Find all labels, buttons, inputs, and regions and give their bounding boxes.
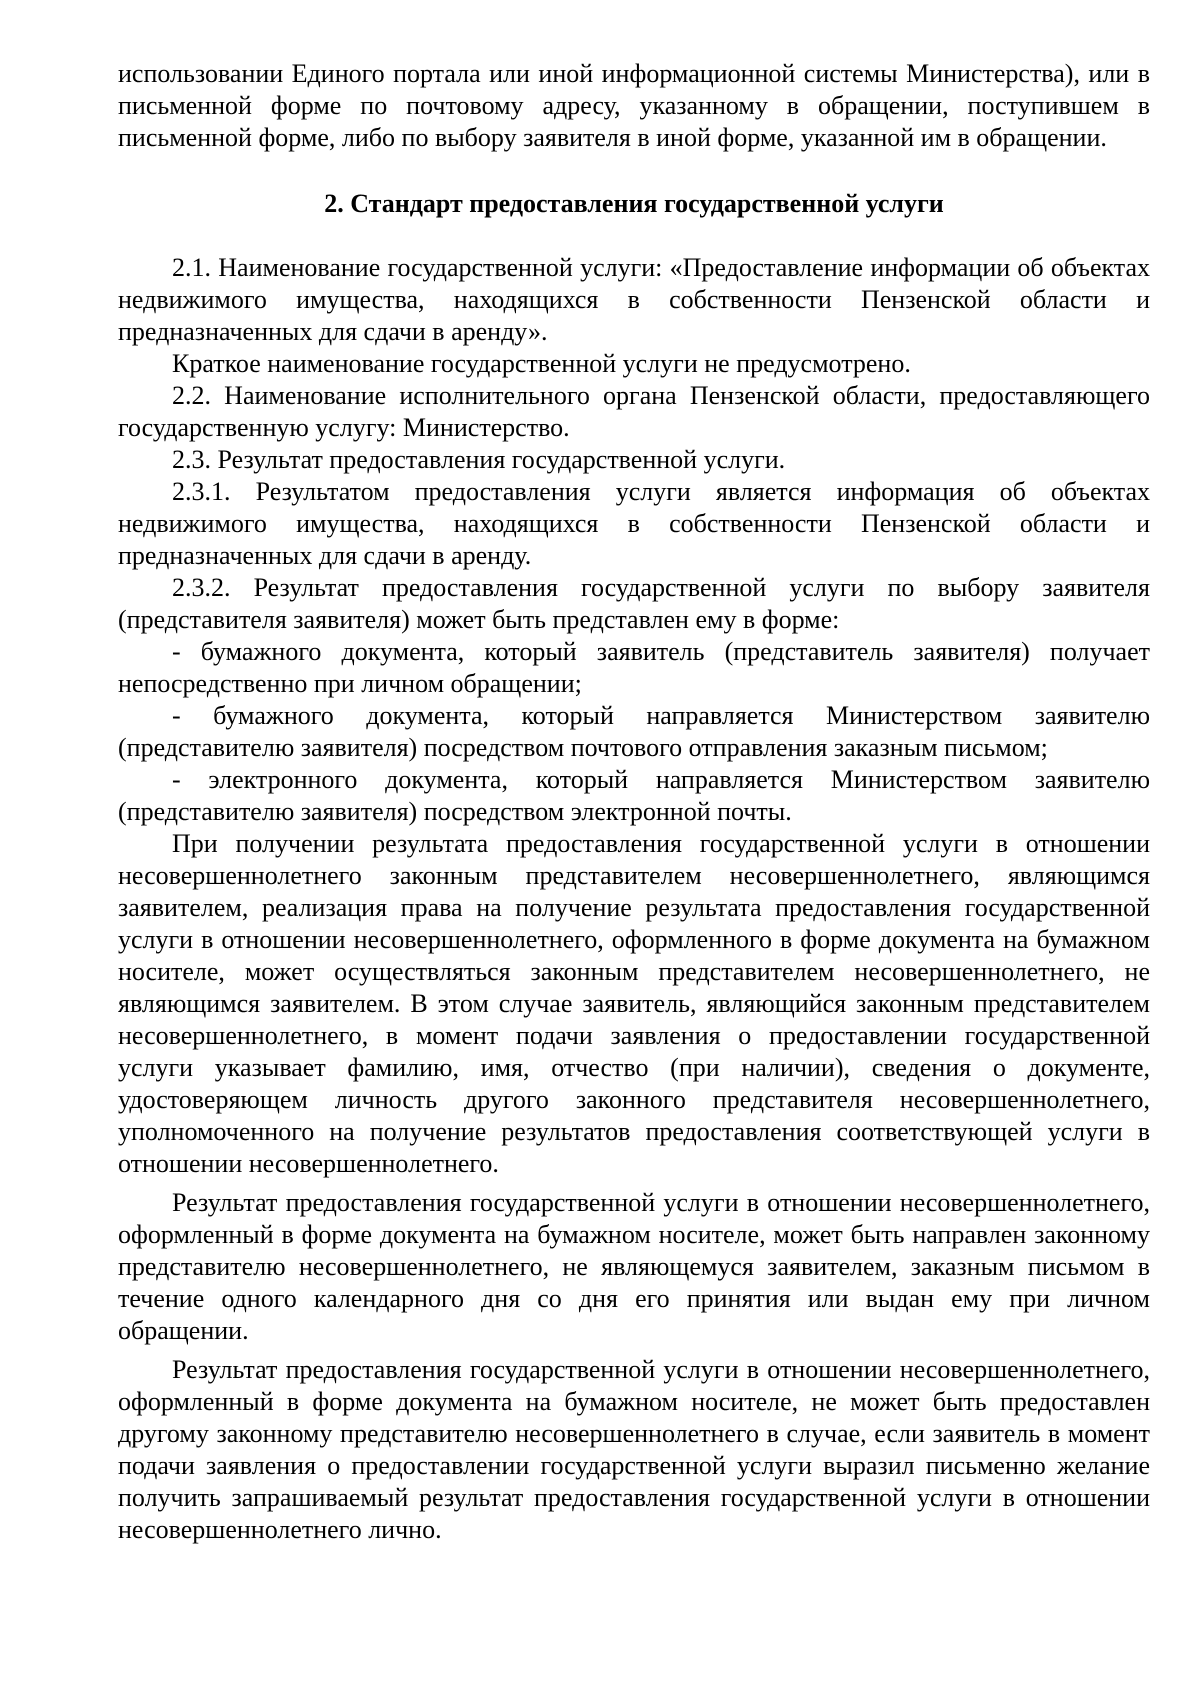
list-item-paper-mail: - бумажного документа, который направляется Министерством заявителю (представителю заявителя) посредством почтового отправления заказным письмом; xyxy=(118,701,1150,762)
continuation-paragraph: использовании Единого портала или иной информационной системы Министерства), или в письменной форме по почтовому адресу, указанному в обращении, поступившем в письменной форме, либо по выбору заявителя в иной форме, указанной им в обращении. xyxy=(118,59,1150,152)
paragraph-minor-receipt: При получении результата предоставления государственной услуги в отношении несовершеннолетнего законным представителем несовершеннолетнего, являющимся заявителем, реализация права на получение результата предоставления государственной услуги в отношении несовершеннолетнего, оформленного в форме документа на бумажном носителе, может осуществляться законным представителем несовершеннолетнего, не являющимся заявителем. В этом случае заявитель, являющийся законным представителем несовершеннолетнего, в момент подачи заявления о предоставлении государственной услуги указывает фамилию, имя, отчество (при наличии), сведения о документе, удостоверяющем личность другого законного представителя несовершеннолетнего, уполномоченного на получение результатов предоставления соответствующей услуги в отношении несовершеннолетнего. xyxy=(118,829,1150,1178)
paragraph-minor-not-provided: Результат предоставления государственной услуги в отношении несовершеннолетнего, оформленный в форме документа на бумажном носителе, не может быть предоставлен другому законному представителю несовершеннолетнего в случае, если заявитель в момент подачи заявления о предоставлении государственной услуги выразил письменно желание получить запрашиваемый результат предоставления государственной услуги в отношении несовершеннолетнего лично. xyxy=(118,1355,1150,1544)
paragraph-2-2: 2.2. Наименование исполнительного органа Пензенской области, предоставляющего государственную услугу: Министерство. xyxy=(118,381,1150,442)
list-item-electronic: - электронного документа, который направляется Министерством заявителю (представителю заявителя) посредством электронной почты. xyxy=(118,765,1150,826)
paragraph-minor-sent: Результат предоставления государственной услуги в отношении несовершеннолетнего, оформленный в форме документа на бумажном носителе, может быть направлен законному представителю несовершеннолетнего, не являющемуся заявителем, заказным письмом в течение одного календарного дня со дня его принятия или выдан ему при личном обращении. xyxy=(118,1188,1150,1345)
section-heading: 2. Стандарт предоставления государственной услуги xyxy=(324,189,944,218)
document-page xyxy=(118,58,1150,1546)
paragraph-2-3-2: 2.3.2. Результат предоставления государственной услуги по выбору заявителя (представителя заявителя) может быть представлен ему в форме: xyxy=(118,573,1150,634)
paragraph-2-1: 2.1. Наименование государственной услуги: «Предоставление информации об объектах недвижимого имущества, находящихся в собственности Пензенской области и предназначенных для сдачи в аренду». xyxy=(118,253,1150,346)
list-item-paper-personal: - бумажного документа, который заявитель (представитель заявителя) получает непосредственно при личном обращении; xyxy=(118,637,1150,698)
paragraph-short-name: Краткое наименование государственной услуги не предусмотрено. xyxy=(172,349,911,378)
paragraph-2-3: 2.3. Результат предоставления государственной услуги. xyxy=(172,445,786,474)
paragraph-2-3-1: 2.3.1. Результатом предоставления услуги является информация об объектах недвижимого имущества, находящихся в собственности Пензенской области и предназначенных для сдачи в аренду. xyxy=(118,477,1150,570)
